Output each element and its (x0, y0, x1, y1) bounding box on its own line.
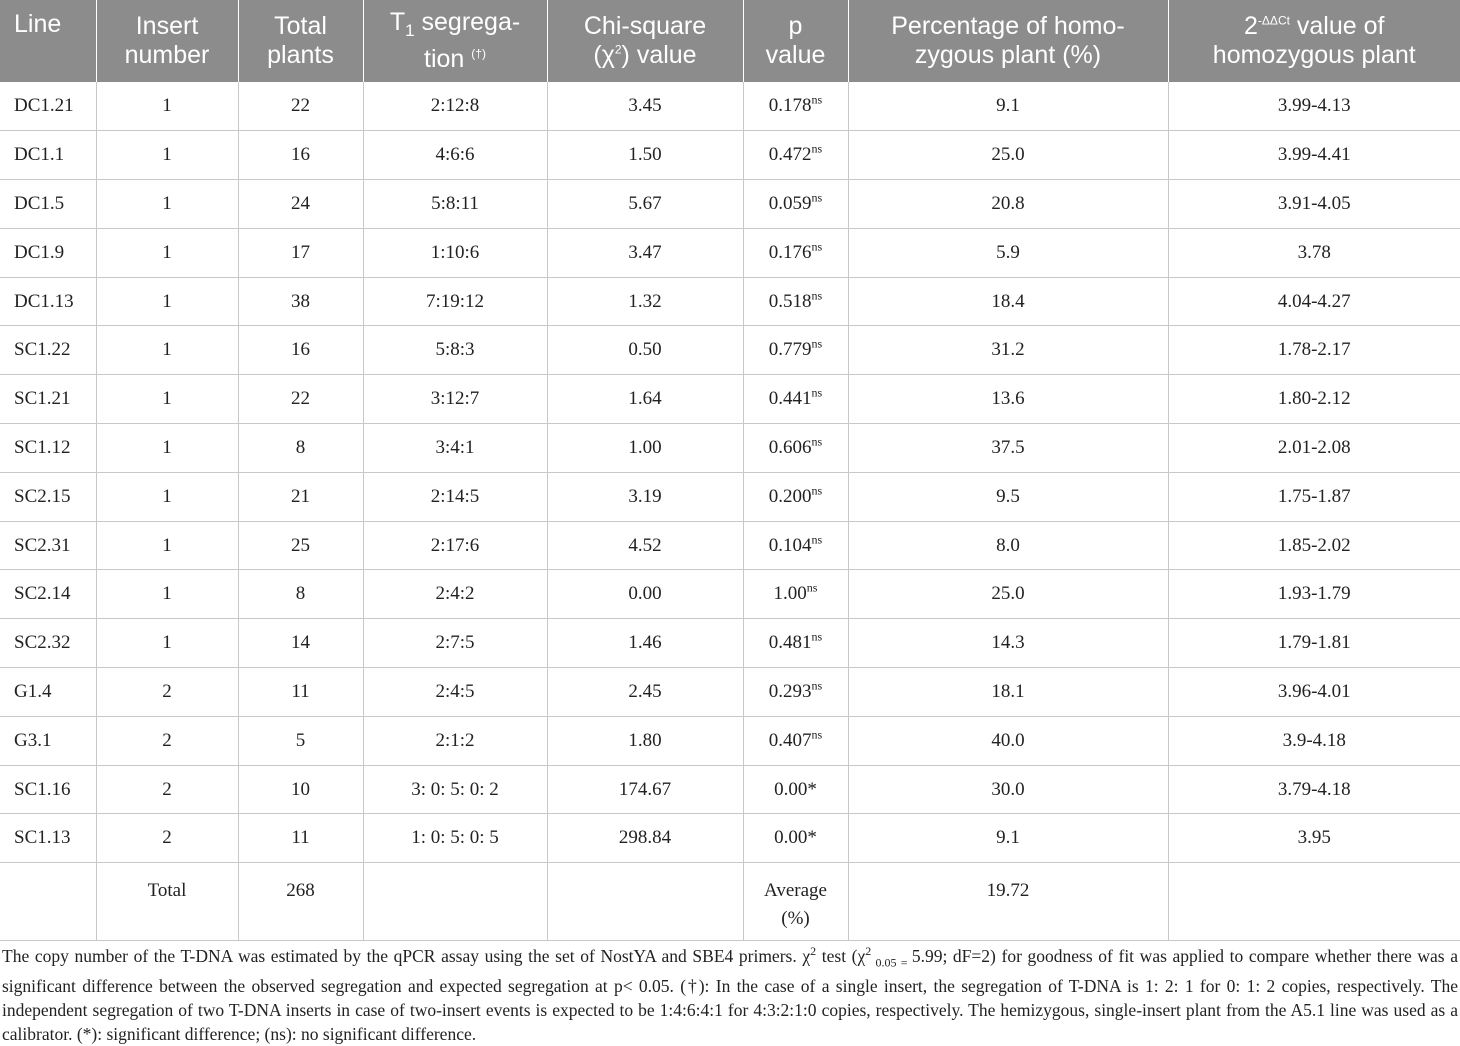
cell-p-value: $0.441^{ns}$ (743, 375, 848, 424)
cell-ddct: 4.04-4.27 (1168, 277, 1460, 326)
cell-chi-square: 3.19 (547, 472, 743, 521)
table-row (0, 228, 1460, 277)
cell-p-value: $0.606^{ns}$ (743, 424, 848, 473)
total-empty-cell (1168, 863, 1460, 941)
total-label: Total (96, 863, 238, 941)
cell-insert-number: 2 (96, 814, 238, 863)
cell-line: DC1.21 (0, 82, 96, 131)
cell-line: DC1.5 (0, 180, 96, 229)
cell-chi-square: 0.50 (547, 326, 743, 375)
cell-homozygous-percentage: 31.2 (848, 326, 1168, 375)
cell-homozygous-percentage: 9.5 (848, 472, 1168, 521)
cell-p-value: $0.293^{ns}$ (743, 668, 848, 717)
cell-line: SC2.31 (0, 521, 96, 570)
cell-total-plants: 16 (238, 131, 363, 180)
table-row (0, 716, 1460, 765)
cell-segregation: 2:7:5 (363, 619, 547, 668)
cell-insert-number: 2 (96, 765, 238, 814)
cell-total-plants: 16 (238, 326, 363, 375)
cell-chi-square: 1.46 (547, 619, 743, 668)
cell-chi-square: 2.45 (547, 668, 743, 717)
header-insert-number: Insert number (96, 0, 238, 82)
table-row (0, 765, 1460, 814)
table-row (0, 375, 1460, 424)
table-row (0, 472, 1460, 521)
header-p-value: p value (743, 0, 848, 82)
cell-chi-square: 1.64 (547, 375, 743, 424)
cell-total-plants: 10 (238, 765, 363, 814)
table-header (0, 0, 1460, 82)
cell-chi-square: 1.50 (547, 131, 743, 180)
cell-ddct: 3.78 (1168, 228, 1460, 277)
cell-segregation: 5:8:3 (363, 326, 547, 375)
cell-homozygous-percentage: 30.0 (848, 765, 1168, 814)
cell-total-plants: 25 (238, 521, 363, 570)
cell-p-value: $0.178^{ns}$ (743, 82, 848, 131)
cell-total-plants: 22 (238, 375, 363, 424)
cell-ddct: 3.99-4.41 (1168, 131, 1460, 180)
cell-p-value: $0.200^{ns}$ (743, 472, 848, 521)
cell-homozygous-percentage: 25.0 (848, 570, 1168, 619)
cell-ddct: 1.79-1.81 (1168, 619, 1460, 668)
cell-ddct: 1.93-1.79 (1168, 570, 1460, 619)
cell-homozygous-percentage: 18.1 (848, 668, 1168, 717)
cell-insert-number: 2 (96, 716, 238, 765)
cell-homozygous-percentage: 20.8 (848, 180, 1168, 229)
cell-ddct: 1.85-2.02 (1168, 521, 1460, 570)
cell-p-value: 0.00* (743, 814, 848, 863)
cell-insert-number: 1 (96, 472, 238, 521)
cell-total-plants: 11 (238, 814, 363, 863)
table-row (0, 570, 1460, 619)
header-t1-segregation: $T_1$ segrega- tion (†) (363, 0, 547, 82)
cell-chi-square: 5.67 (547, 180, 743, 229)
cell-ddct: 3.96-4.01 (1168, 668, 1460, 717)
cell-insert-number: 1 (96, 82, 238, 131)
cell-homozygous-percentage: 9.1 (848, 82, 1168, 131)
cell-ddct: 1.78-2.17 (1168, 326, 1460, 375)
cell-total-plants: 5 (238, 716, 363, 765)
cell-p-value: $0.779^{ns}$ (743, 326, 848, 375)
cell-insert-number: 1 (96, 521, 238, 570)
cell-line: G1.4 (0, 668, 96, 717)
cell-total-plants: 17 (238, 228, 363, 277)
cell-p-value: $0.481^{ns}$ (743, 619, 848, 668)
cell-segregation: 2:4:2 (363, 570, 547, 619)
cell-segregation: 3:12:7 (363, 375, 547, 424)
cell-ddct: 3.99-4.13 (1168, 82, 1460, 131)
table-row (0, 180, 1460, 229)
cell-line: SC1.12 (0, 424, 96, 473)
cell-chi-square: 4.52 (547, 521, 743, 570)
cell-p-value: $0.059^{ns}$ (743, 180, 848, 229)
table-row (0, 619, 1460, 668)
cell-chi-square: 3.45 (547, 82, 743, 131)
header-chi-square: Chi-square $(\chi^2)$ value (547, 0, 743, 82)
cell-homozygous-percentage: 25.0 (848, 131, 1168, 180)
cell-ddct: 1.75-1.87 (1168, 472, 1460, 521)
cell-homozygous-percentage: 8.0 (848, 521, 1168, 570)
cell-p-value: 0.00* (743, 765, 848, 814)
cell-insert-number: 1 (96, 424, 238, 473)
cell-homozygous-percentage: 5.9 (848, 228, 1168, 277)
cell-ddct: 2.01-2.08 (1168, 424, 1460, 473)
table-row (0, 326, 1460, 375)
cell-line: SC1.21 (0, 375, 96, 424)
header-line: Line (0, 0, 96, 82)
cell-total-plants: 11 (238, 668, 363, 717)
table-row (0, 277, 1460, 326)
cell-ddct: 3.95 (1168, 814, 1460, 863)
cell-ddct: 1.80-2.12 (1168, 375, 1460, 424)
cell-segregation: 3: 0: 5: 0: 2 (363, 765, 547, 814)
cell-segregation: 1: 0: 5: 0: 5 (363, 814, 547, 863)
cell-chi-square: 3.47 (547, 228, 743, 277)
table-row (0, 814, 1460, 863)
average-label: Average (%) (743, 863, 848, 941)
table-footnote: The copy number of the T-DNA was estimated by the qPCR assay using the set of NostYA and SBE4 primers. $\chi^2$ test ($\chi^2$ $_{0.05 =}$ 5.99; dF=2) for goodness of fit was applied to compare whether there was a significant difference between the observed segregation and expected segregation at p< 0.05. (†): In the case of a single insert, the segregation of T-DNA is 1: 2: 1 for 0: 1: 2 copies, respectively. The independent segregation of two T-DNA inserts in case of two-insert events is expected to be 1:4:6:4:1 for 4:3:2:1:0 copies, respectively. The hemizygous, single-insert plant from the A5.1 line was used as a calibrator. (*): significant difference; (ns): no significant difference. (2, 944, 1458, 1044)
header-ddct-value: $2^{-\Delta\Delta Ct}$ value of homozygous plant (1168, 0, 1460, 82)
cell-segregation: 2:14:5 (363, 472, 547, 521)
cell-segregation: 2:4:5 (363, 668, 547, 717)
cell-chi-square: 1.80 (547, 716, 743, 765)
cell-total-plants: 38 (238, 277, 363, 326)
cell-p-value: $0.472^{ns}$ (743, 131, 848, 180)
table-row (0, 131, 1460, 180)
cell-segregation: 7:19:12 (363, 277, 547, 326)
cell-insert-number: 1 (96, 131, 238, 180)
cell-segregation: 3:4:1 (363, 424, 547, 473)
cell-p-value: $0.407^{ns}$ (743, 716, 848, 765)
total-empty-cell (0, 863, 96, 941)
cell-homozygous-percentage: 37.5 (848, 424, 1168, 473)
total-row (0, 863, 1460, 941)
cell-ddct: 3.79-4.18 (1168, 765, 1460, 814)
cell-homozygous-percentage: 18.4 (848, 277, 1168, 326)
table-row (0, 521, 1460, 570)
cell-chi-square: 1.00 (547, 424, 743, 473)
cell-segregation: 5:8:11 (363, 180, 547, 229)
cell-ddct: 3.9-4.18 (1168, 716, 1460, 765)
cell-segregation: 2:12:8 (363, 82, 547, 131)
cell-p-value: $0.518^{ns}$ (743, 277, 848, 326)
cell-p-value: $0.104^{ns}$ (743, 521, 848, 570)
header-homozygous-percentage: Percentage of homo- zygous plant (%) (848, 0, 1168, 82)
cell-homozygous-percentage: 14.3 (848, 619, 1168, 668)
cell-segregation: 2:17:6 (363, 521, 547, 570)
table-row (0, 424, 1460, 473)
cell-chi-square: 1.32 (547, 277, 743, 326)
table-body (0, 82, 1460, 941)
cell-total-plants: 24 (238, 180, 363, 229)
table-row (0, 82, 1460, 131)
header-total-plants: Total plants (238, 0, 363, 82)
cell-insert-number: 1 (96, 326, 238, 375)
cell-insert-number: 1 (96, 180, 238, 229)
cell-chi-square: 298.84 (547, 814, 743, 863)
cell-insert-number: 1 (96, 277, 238, 326)
cell-homozygous-percentage: 13.6 (848, 375, 1168, 424)
cell-line: SC2.14 (0, 570, 96, 619)
cell-homozygous-percentage: 40.0 (848, 716, 1168, 765)
table-row (0, 668, 1460, 717)
average-value: 19.72 (848, 863, 1168, 941)
total-empty-cell (547, 863, 743, 941)
cell-line: G3.1 (0, 716, 96, 765)
cell-line: SC1.22 (0, 326, 96, 375)
cell-total-plants: 22 (238, 82, 363, 131)
cell-p-value: $0.176^{ns}$ (743, 228, 848, 277)
cell-line: SC2.32 (0, 619, 96, 668)
cell-p-value: $1.00^{ns}$ (743, 570, 848, 619)
cell-line: DC1.13 (0, 277, 96, 326)
cell-insert-number: 2 (96, 668, 238, 717)
total-plants-value: 268 (238, 863, 363, 941)
cell-total-plants: 21 (238, 472, 363, 521)
cell-line: DC1.1 (0, 131, 96, 180)
cell-insert-number: 1 (96, 619, 238, 668)
cell-line: DC1.9 (0, 228, 96, 277)
cell-chi-square: 174.67 (547, 765, 743, 814)
cell-line: SC1.16 (0, 765, 96, 814)
cell-insert-number: 1 (96, 375, 238, 424)
cell-line: SC2.15 (0, 472, 96, 521)
cell-segregation: 4:6:6 (363, 131, 547, 180)
cell-insert-number: 1 (96, 570, 238, 619)
cell-line: SC1.13 (0, 814, 96, 863)
cell-homozygous-percentage: 9.1 (848, 814, 1168, 863)
cell-total-plants: 8 (238, 424, 363, 473)
cell-insert-number: 1 (96, 228, 238, 277)
cell-ddct: 3.91-4.05 (1168, 180, 1460, 229)
cell-total-plants: 14 (238, 619, 363, 668)
cell-total-plants: 8 (238, 570, 363, 619)
cell-segregation: 2:1:2 (363, 716, 547, 765)
total-empty-cell (363, 863, 547, 941)
cell-segregation: 1:10:6 (363, 228, 547, 277)
cell-chi-square: 0.00 (547, 570, 743, 619)
